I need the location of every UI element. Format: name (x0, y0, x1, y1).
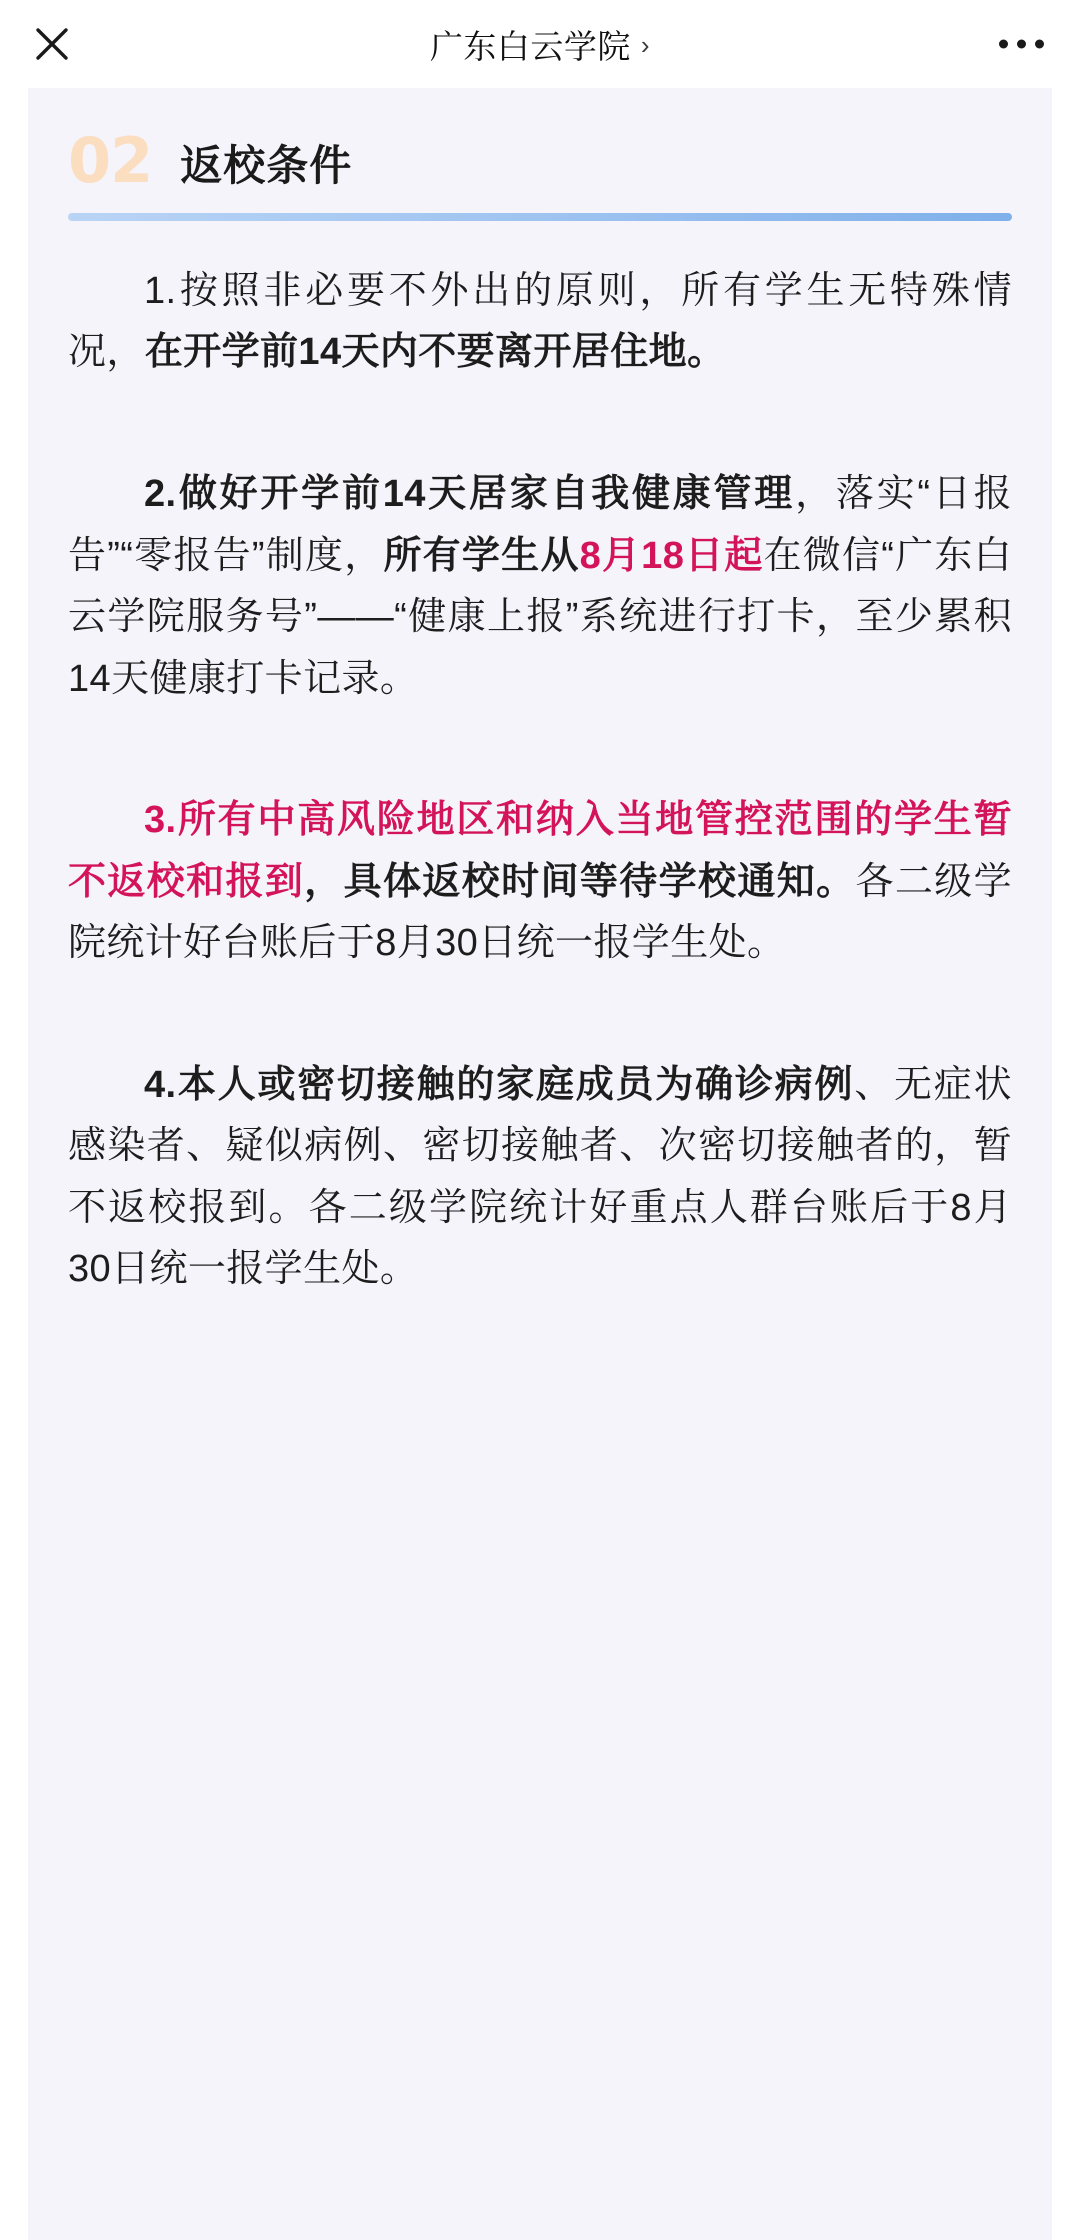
left-gutter (0, 88, 28, 2240)
more-dot-2 (1017, 40, 1026, 49)
paragraph-3 (68, 790, 1012, 975)
text-run: 4.本人或密切接触的家庭成员为确诊病例 (144, 1063, 855, 1106)
text-run: 在微信“广东白云学院服务号”——“健康上报”系统进行打卡，至少累积14天健康打卡记录。 (68, 534, 1012, 700)
section-divider (68, 213, 1012, 221)
article-body (0, 88, 1080, 2240)
section-header (68, 88, 1012, 197)
paragraph-2 (68, 464, 1012, 710)
text-run: 3.所有中高风险地区和纳入当地管控范围的学生暂不返校和报到 (68, 799, 1012, 903)
right-gutter (1052, 88, 1080, 2240)
page-title-text: 广东白云学院 (429, 27, 631, 65)
text-run: 、无症状感染者、疑似病例、密切接触者、次密切接触者的，暂不返校报到。各二级学院统计好重点人群台账后于8月30日统一报学生处。 (68, 1063, 1012, 1291)
section-title: 返校条件 (180, 141, 353, 189)
text-run: 所有学生从 (383, 534, 580, 577)
close-icon[interactable] (26, 18, 78, 70)
paragraph-4 (68, 1055, 1012, 1301)
article-content (28, 88, 1052, 2240)
chevron-right-icon: › (640, 30, 651, 60)
more-dots-icon[interactable] (993, 28, 1050, 61)
more-dot-1 (999, 40, 1008, 49)
page-title[interactable] (430, 21, 650, 68)
text-run: 1.按照非必要不外出的原则，所有学生无特殊情况， (68, 269, 1012, 374)
more-dot-3 (1035, 40, 1044, 49)
top-navigation-bar (0, 0, 1080, 88)
text-run: 2.做好开学前14天居家自我健康管理 (144, 472, 796, 515)
section-number: 02 (68, 124, 153, 197)
text-run: 8月18日起 (579, 534, 764, 577)
text-run: 各二级学院统计好台账后于8月30日统一报学生处。 (68, 860, 1013, 965)
text-run: ，落实“日报告”“零报告”制度， (68, 472, 1012, 577)
text-run: ，具体返校时间等待学校通知。 (304, 860, 856, 903)
paragraph-1 (68, 261, 1012, 384)
text-run: 在开学前14天内不要离开居住地。 (144, 331, 726, 374)
